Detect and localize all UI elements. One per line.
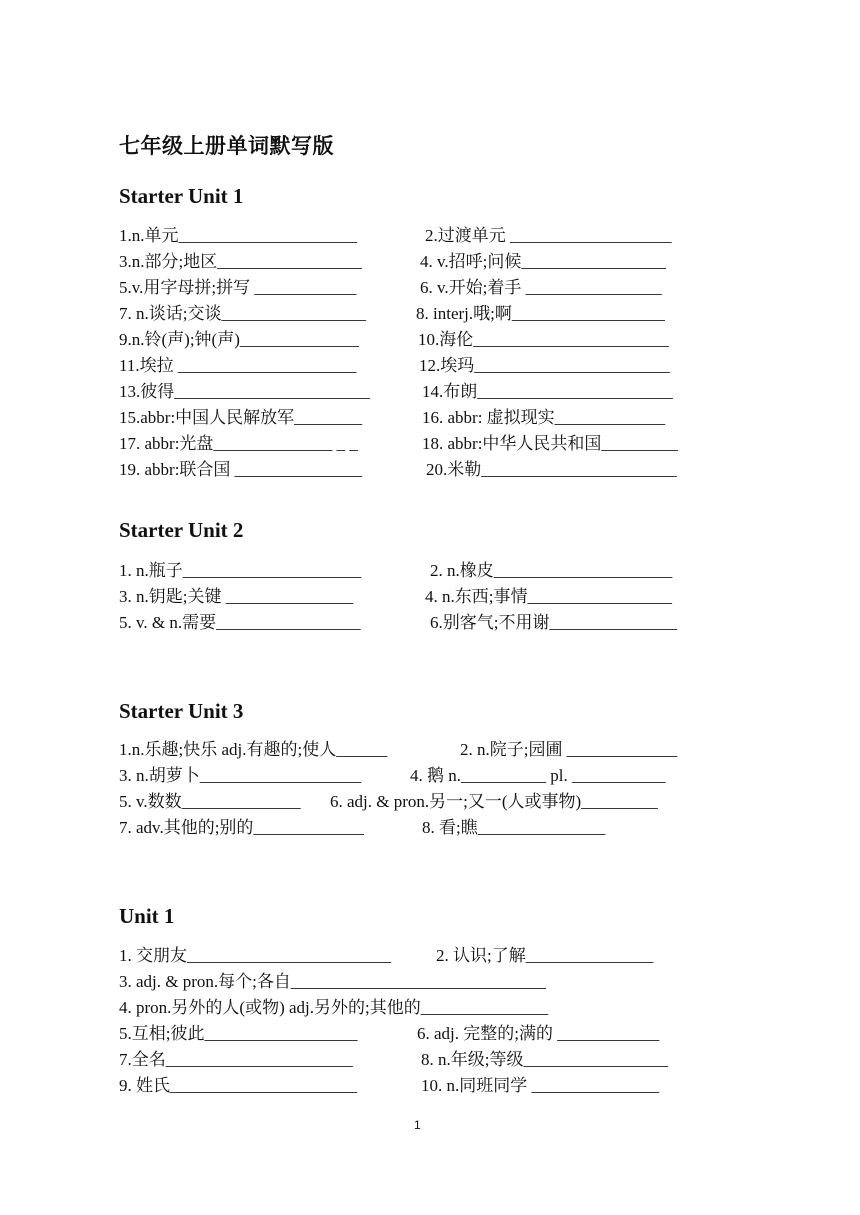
- vocab-item: 5. v. & n.需要_________________: [119, 613, 361, 632]
- vocab-item: 16. abbr: 虚拟现实_____________: [422, 408, 666, 427]
- vocab-item: 7. n.谈话;交谈_________________: [119, 304, 366, 323]
- list-item: [119, 406, 721, 432]
- vocab-item: 14.布朗_______________________: [422, 382, 673, 401]
- vocab-item: 6. adj. & pron.另一;又一(人或事物)_________: [330, 792, 658, 811]
- vocab-item: 9. 姓氏______________________: [119, 1076, 357, 1095]
- list-item: [119, 1022, 721, 1048]
- list-item: [119, 302, 721, 328]
- vocab-item: 1. n.瓶子_____________________: [119, 561, 362, 580]
- vocab-item: 2. n.橡皮_____________________: [430, 561, 673, 580]
- list-item: [119, 585, 721, 611]
- list-item: [119, 1048, 721, 1074]
- vocab-item: 17. abbr:光盘______________ _ _: [119, 434, 358, 453]
- vocab-item: 15.abbr:中国人民解放军________: [119, 408, 363, 427]
- vocab-item: 2.过渡单元 ___________________: [425, 226, 672, 245]
- list-item: [119, 559, 721, 585]
- vocab-item: 5.互相;彼此__________________: [119, 1024, 358, 1043]
- vocab-item: 3. adj. & pron.每个;各自______________________________: [119, 972, 546, 991]
- vocab-item: 6.别客气;不用谢_______________: [430, 613, 677, 632]
- list-item: [119, 224, 721, 250]
- list-item: [119, 1074, 721, 1100]
- list-item: [119, 458, 721, 484]
- vocab-item: 20.米勒_______________________: [426, 460, 677, 479]
- vocab-item: 4. v.招呼;问候_________________: [420, 252, 666, 271]
- list-item: [119, 250, 721, 276]
- list-item: [119, 816, 721, 842]
- vocab-item: 3. n.钥匙;关键 _______________: [119, 587, 354, 606]
- list-item: [119, 328, 721, 354]
- vocab-item: 3. n.胡萝卜___________________: [119, 766, 362, 785]
- vocab-item: 7. adv.其他的;别的_____________: [119, 818, 364, 837]
- vocab-item: 5.v.用字母拼;拼写 ____________: [119, 278, 357, 297]
- vocab-item: 18. abbr:中华人民共和国_________: [422, 434, 678, 453]
- list-item: [119, 611, 721, 637]
- vocab-item: 2. 认识;了解_______________: [436, 946, 654, 965]
- document-title: 七年级上册单词默写版: [119, 134, 334, 158]
- list-item: [119, 276, 721, 302]
- vocab-item: 2. n.院子;园圃 _____________: [460, 740, 678, 759]
- vocab-item: 12.埃玛_______________________: [419, 356, 670, 375]
- list-item: [119, 790, 721, 816]
- vocab-item: 4. n.东西;事情_________________: [425, 587, 672, 606]
- vocab-item: 6. adj. 完整的;满的 ____________: [417, 1024, 660, 1043]
- section-heading-unit-1: Unit 1: [119, 904, 175, 928]
- list-item: [119, 996, 721, 1022]
- section-heading-starter-unit-3: Starter Unit 3: [119, 699, 244, 723]
- vocab-item: 13.彼得_______________________: [119, 382, 370, 401]
- vocab-item: 8. 看;瞧_______________: [422, 818, 606, 837]
- vocab-item: 5. v.数数______________: [119, 792, 301, 811]
- vocab-item: 4. 鹅 n.__________ pl. ___________: [410, 766, 666, 785]
- list-item: [119, 738, 721, 764]
- vocab-item: 10.海伦_______________________: [418, 330, 669, 349]
- vocab-item: 11.埃拉 _____________________: [119, 356, 357, 375]
- vocab-item: 6. v.开始;着手 ________________: [420, 278, 662, 297]
- vocab-item: 9.n.铃(声);钟(声)______________: [119, 330, 359, 349]
- list-item: [119, 764, 721, 790]
- list-item: [119, 432, 721, 458]
- vocab-item: 1.n.单元_____________________: [119, 226, 357, 245]
- vocab-item: 4. pron.另外的人(或物) adj.另外的;其他的_______________: [119, 998, 549, 1017]
- vocab-item: 19. abbr:联合国 _______________: [119, 460, 363, 479]
- vocab-item: 3.n.部分;地区_________________: [119, 252, 362, 271]
- list-item: [119, 354, 721, 380]
- vocab-item: 1.n.乐趣;快乐 adj.有趣的;使人______: [119, 740, 388, 759]
- list-item: [119, 944, 721, 970]
- vocab-item: 1. 交朋友________________________: [119, 946, 391, 965]
- vocab-item: 8. n.年级;等级_________________: [421, 1050, 668, 1069]
- list-item: [119, 380, 721, 406]
- vocab-item: 8. interj.哦;啊__________________: [416, 304, 665, 323]
- vocab-item: 10. n.同班同学 _______________: [421, 1076, 659, 1095]
- page-number: 1: [414, 1118, 421, 1132]
- section-heading-starter-unit-2: Starter Unit 2: [119, 518, 244, 542]
- list-item: [119, 970, 721, 996]
- vocab-item: 7.全名______________________: [119, 1050, 353, 1069]
- section-heading-starter-unit-1: Starter Unit 1: [119, 184, 244, 208]
